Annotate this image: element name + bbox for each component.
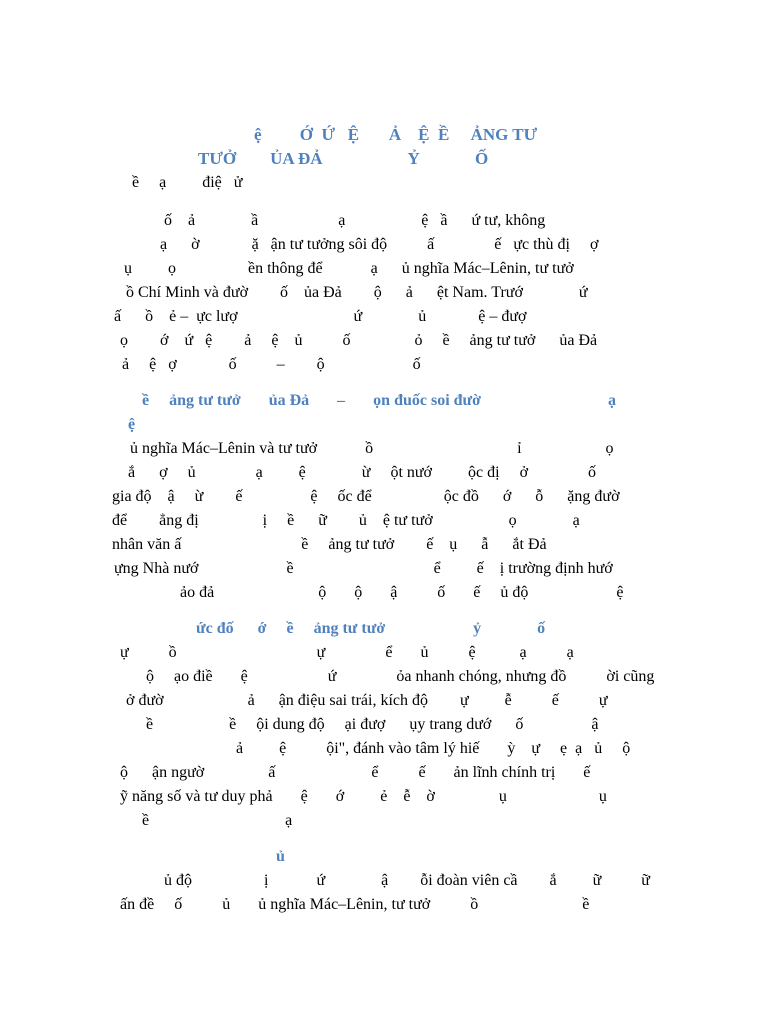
paragraph-1-line-6: ọ ớ ứ ệ ả ệ ủ ố ỏ ề ảng tư tưở ủa Đả (120, 332, 598, 349)
section-4-heading: ủ (276, 848, 285, 865)
intro-line: ề ạ điệ ử (132, 174, 243, 191)
paragraph-1-line-5: ấ ồ ẻ – ực lượ ứ ủ ệ – đượ (114, 308, 527, 325)
paragraph-4-line-2: ấn đề ố ủ ủ nghĩa Mác–Lênin, tư tưở ồ ề (120, 896, 590, 913)
paragraph-3-line-1: ự ồ ự ể ủ ệ ạ ạ (120, 644, 574, 661)
paragraph-3-line-7: ỹ năng số và tư duy phả ệ ớ ẻ ễ ờ ụ ụ (120, 788, 607, 805)
paragraph-1-line-7: ả ệ ợ ố – ộ ố (122, 356, 421, 373)
paragraph-3-line-3: ở đườ ả ận điệu sai trái, kích độ ự ễ ế ự (126, 692, 608, 709)
paragraph-1-line-2: ạ ờ ặ ận tư tưởng sôi độ ấ ế ực thù đị ợ (160, 236, 599, 253)
paragraph-2-line-1: ủ nghĩa Mác–Lênin và tư tưở ồ ỉ ọ (130, 440, 614, 457)
paragraph-3-line-2: ộ ạo điề ệ ứ ỏa nhanh chóng, nhưng đồ ời cũng (146, 668, 655, 685)
paragraph-1-line-1: ố ả ầ ạ ệ ầ ứ tư, không (164, 212, 546, 229)
paragraph-3-line-6: ộ ận ngườ ấ ể ế ản lĩnh chính trị ế (120, 764, 591, 781)
document-title-line-2: TƯỞ ỦA ĐẢ Ỷ Ố (198, 149, 489, 168)
paragraph-4-line-1: ủ độ ị ứ ậ ỗi đoàn viên cầ ắ ữ ữ (164, 872, 650, 889)
paragraph-3-line-5: ả ệ ội", đánh vào tâm lý hiế ỳ ự ẹ ạ ủ ộ (236, 740, 631, 757)
paragraph-2-line-7: ảo đả ộ ộ ậ ố ế ủ độ ệ (180, 584, 624, 601)
paragraph-2-line-3: gia độ ậ ừ ế ệ ốc để ộc đồ ớ ỗ ặng đườ (112, 488, 620, 505)
section-2-heading-tail: ạ (608, 392, 616, 409)
paragraph-2-line-2: ắ ợ ủ ạ ệ ừ ột nướ ộc đị ở ố (128, 464, 597, 481)
paragraph-1-line-3: ụ ọ ền thông để ạ ủ nghĩa Mác–Lênin, tư tưở (124, 260, 574, 277)
section-2-heading-line-2: ệ (128, 416, 136, 433)
paragraph-2-line-6: ựng Nhà nướ ề ể ế ị trường định hướ (114, 560, 613, 577)
document-title-line-1: ệ Ớ Ứ Ệ Ả Ệ Ề ẢNG TƯ (254, 125, 538, 144)
paragraph-2-line-4: để ẳng đị ị ề ữ ủ ệ tư tưở ọ ạ (112, 512, 580, 529)
paragraph-3-line-8: ề ạ (142, 812, 293, 829)
section-3-heading: ức đố ớ ề ảng tư tưở ỷ ố (196, 620, 546, 637)
paragraph-2-line-5: nhân văn ấ ề ảng tư tưở ế ụ ẫ ắt Đả (112, 536, 547, 553)
paragraph-3-line-4: ề ề ội dung độ ại đượ ụy trang dướ ố ậ (146, 716, 599, 733)
paragraph-1-line-4: ồ Chí Minh và đườ ố ủa Đả ộ ả ệt Nam. Trướ ứ (126, 284, 588, 301)
section-2-heading: ề ảng tư tưở ủa Đả – ọn đuốc soi đườ (142, 392, 481, 409)
